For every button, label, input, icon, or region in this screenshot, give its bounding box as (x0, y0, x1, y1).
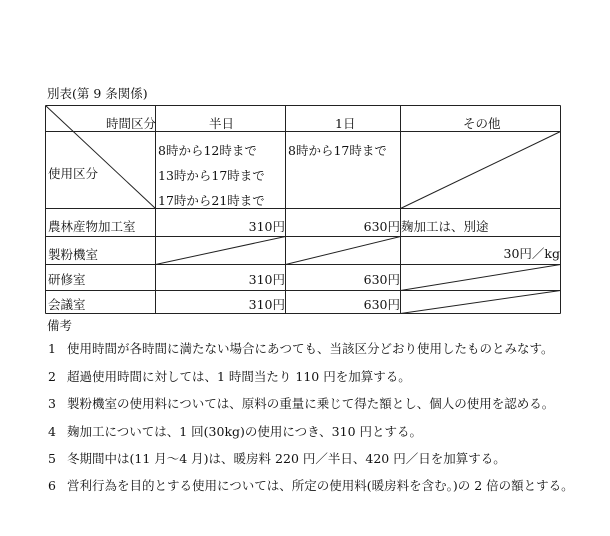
processing-room-day-fee: 630円 (363, 219, 400, 234)
training-room-day-fee: 630円 (363, 272, 400, 287)
remark-number: 4 (48, 423, 56, 439)
remark-text: 製粉機室の使用料については、原料の重量に乗じて得た額とし、個人の使用を認める。 (67, 396, 555, 411)
time-slot-full-day: 8時から17時まで (288, 143, 387, 158)
flour-mill-other-fee: 30円／kg (503, 246, 560, 261)
row-label-training-room: 研修室 (48, 272, 86, 287)
remark-number: 1 (48, 341, 56, 356)
header-other: その他 (463, 116, 501, 131)
header-full-day: 1日 (335, 116, 356, 131)
row-label-meeting-room: 会議室 (48, 297, 86, 312)
remark-item (48, 394, 588, 413)
header-time-category: 時間区分 (106, 116, 157, 131)
meeting-room-day-fee: 630円 (363, 297, 400, 312)
remark-text: 超過使用時間に対しては、1 時間当たり 110 円を加算する。 (67, 368, 411, 384)
remark-item (48, 367, 588, 386)
processing-room-other-note: 麹加工は、別途 (401, 219, 489, 234)
meeting-room-halfday-fee: 310円 (248, 297, 285, 312)
training-room-halfday-fee: 310円 (248, 272, 285, 287)
remark-number: 6 (48, 477, 56, 493)
remark-number: 5 (48, 451, 56, 466)
remark-text: 麹加工については、1 回(30kg)の使用につき、310 円とする。 (67, 423, 422, 439)
remarks-heading: 備考 (47, 318, 73, 333)
time-slot-evening: 17時から21時まで (158, 193, 265, 208)
remark-item (48, 422, 588, 441)
remark-text: 冬期間中は(11 月～4 月)は、暖房料 220 円／半日、420 円／日を加算する。 (67, 451, 506, 466)
time-slot-afternoon: 13時から17時まで (158, 168, 265, 183)
remark-number: 3 (48, 396, 56, 411)
remarks-list (48, 339, 588, 503)
training-other-diagonal (401, 265, 561, 291)
row-label-flour-mill-room: 製粉機室 (48, 247, 99, 262)
flour-mill-halfday-diagonal (156, 237, 286, 265)
remark-text: 営利行為を目的とする使用については、所定の使用料(暖房料を含む。)の 2 倍の額とする。 (67, 477, 574, 493)
fee-table-grid (45, 105, 565, 315)
processing-room-halfday-fee: 310円 (248, 219, 285, 234)
remark-text: 使用時間が各時間に満たない場合にあつても、当該区分どおり使用したものとみなす。 (67, 341, 554, 356)
table-caption: 別表(第 9 条関係) (47, 86, 148, 101)
header-use-category: 使用区分 (48, 166, 99, 181)
row-label-processing-room: 農林産物加工室 (48, 219, 136, 234)
remark-number: 2 (48, 368, 56, 384)
remark-item (48, 339, 588, 358)
other-header-diagonal (401, 132, 561, 209)
meeting-other-diagonal (401, 291, 561, 314)
remark-item (48, 449, 588, 468)
remark-item (48, 477, 588, 495)
header-half-day: 半日 (209, 116, 235, 131)
flour-mill-day-diagonal (286, 237, 401, 265)
time-slot-morning: 8時から12時まで (158, 143, 257, 158)
